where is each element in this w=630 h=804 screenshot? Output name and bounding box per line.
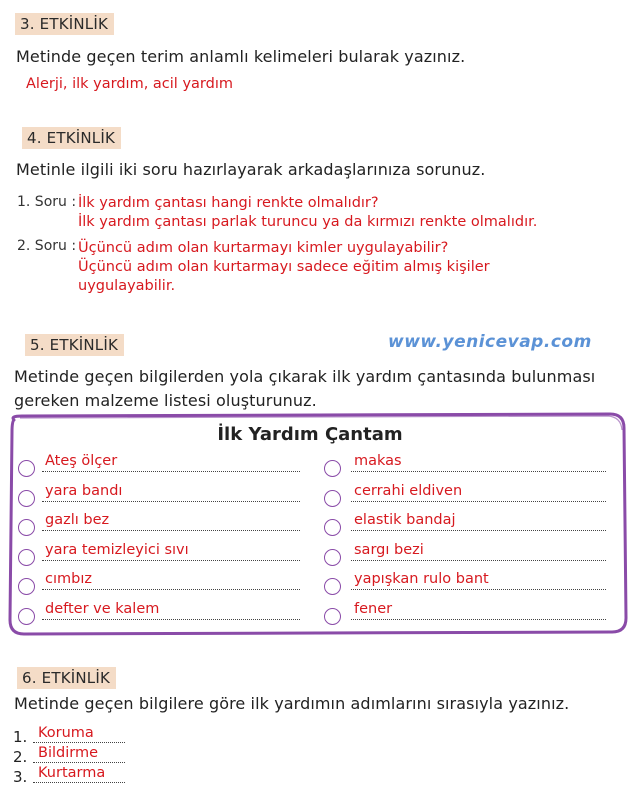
question-1-answer: İlk yardım çantası parlak turuncu ya da kırmızı renkte olmalıdır. — [78, 214, 538, 230]
kit-right-dotted-line-6 — [351, 619, 606, 620]
kit-right-checkbox-2[interactable] — [324, 490, 341, 507]
step-number-2: 2. — [13, 748, 28, 766]
kit-right-checkbox-4[interactable] — [324, 549, 341, 566]
kit-left-checkbox-4[interactable] — [18, 549, 35, 566]
kit-left-dotted-line-1 — [42, 471, 300, 472]
kit-box-title: İlk Yardım Çantam — [217, 424, 403, 445]
kit-left-dotted-line-3 — [42, 530, 300, 531]
kit-right-item-4: sargı bezi — [354, 541, 424, 558]
question-1-text: İlk yardım çantası hangi renkte olmalıdır? — [78, 195, 379, 211]
activity-3-answer: Alerji, ilk yardım, acil yardım — [26, 76, 233, 92]
step-number-3: 3. — [13, 768, 28, 786]
kit-right-checkbox-5[interactable] — [324, 578, 341, 595]
step-answer-3: Kurtarma — [38, 765, 106, 781]
step-answer-2: Bildirme — [38, 745, 98, 761]
kit-left-item-2: yara bandı — [45, 482, 123, 499]
kit-left-dotted-line-6 — [42, 619, 300, 620]
kit-left-item-1: Ateş ölçer — [45, 453, 118, 469]
question-2-answer-line-1: Üçüncü adım olan kurtarmayı sadece eğitim almış kişiler — [78, 259, 490, 275]
kit-left-dotted-line-2 — [42, 501, 300, 502]
kit-right-checkbox-6[interactable] — [324, 608, 341, 625]
kit-right-item-3: elastik bandaj — [354, 512, 456, 528]
question-1-label: 1. Soru : — [17, 194, 77, 210]
kit-left-item-6: defter ve kalem — [45, 600, 160, 617]
kit-left-item-5: cımbız — [45, 571, 92, 587]
kit-right-dotted-line-4 — [351, 560, 606, 561]
activity-4-instruction: Metinle ilgili iki soru hazırlayarak arkadaşlarınıza sorunuz. — [16, 160, 486, 179]
kit-left-checkbox-3[interactable] — [18, 519, 35, 536]
activity-6-instruction: Metinde geçen bilgilere göre ilk yardımın adımlarını sırasıyla yazınız. — [14, 694, 570, 713]
activity-6-badge: 6. ETKİNLİK — [17, 667, 116, 689]
activity-3-badge: 3. ETKİNLİK — [15, 13, 114, 35]
kit-left-item-4: yara temizleyici sıvı — [45, 541, 189, 558]
kit-right-dotted-line-2 — [351, 501, 606, 502]
kit-left-dotted-line-5 — [42, 589, 300, 590]
kit-left-item-3: gazlı bez — [45, 512, 110, 528]
step-dotted-line-3 — [33, 782, 125, 783]
kit-left-checkbox-5[interactable] — [18, 578, 35, 595]
activity-5-instruction-line-1: Metinde geçen bilgilerden yola çıkarak ilk yardım çantasında bulunması — [14, 367, 596, 386]
kit-right-item-2: cerrahi eldiven — [354, 482, 463, 499]
kit-right-item-1: makas — [354, 453, 402, 469]
kit-left-checkbox-1[interactable] — [18, 460, 35, 477]
step-answer-1: Koruma — [38, 725, 94, 741]
question-2-label: 2. Soru : — [17, 238, 77, 254]
question-2-answer-line-2: uygulayabilir. — [78, 278, 176, 294]
activity-5-badge: 5. ETKİNLİK — [25, 334, 124, 356]
kit-right-dotted-line-3 — [351, 530, 606, 531]
watermark: www.yenicevap.com — [388, 332, 592, 352]
kit-right-item-6: fener — [354, 600, 393, 617]
kit-right-checkbox-1[interactable] — [324, 460, 341, 477]
kit-right-item-5: yapışkan rulo bant — [354, 571, 489, 587]
step-dotted-line-1 — [33, 742, 125, 743]
activity-4-badge: 4. ETKİNLİK — [22, 127, 121, 149]
step-number-1: 1. — [13, 728, 28, 746]
kit-left-checkbox-6[interactable] — [18, 608, 35, 625]
kit-left-dotted-line-4 — [42, 560, 300, 561]
kit-right-dotted-line-5 — [351, 589, 606, 590]
kit-left-checkbox-2[interactable] — [18, 490, 35, 507]
step-dotted-line-2 — [33, 762, 125, 763]
question-2-text: Üçüncü adım olan kurtarmayı kimler uygulayabilir? — [78, 240, 449, 256]
kit-right-checkbox-3[interactable] — [324, 519, 341, 536]
activity-3-instruction: Metinde geçen terim anlamlı kelimeleri bularak yazınız. — [16, 47, 466, 66]
kit-right-dotted-line-1 — [351, 471, 606, 472]
activity-5-instruction-line-2: gereken malzeme listesi oluşturunuz. — [14, 391, 317, 410]
